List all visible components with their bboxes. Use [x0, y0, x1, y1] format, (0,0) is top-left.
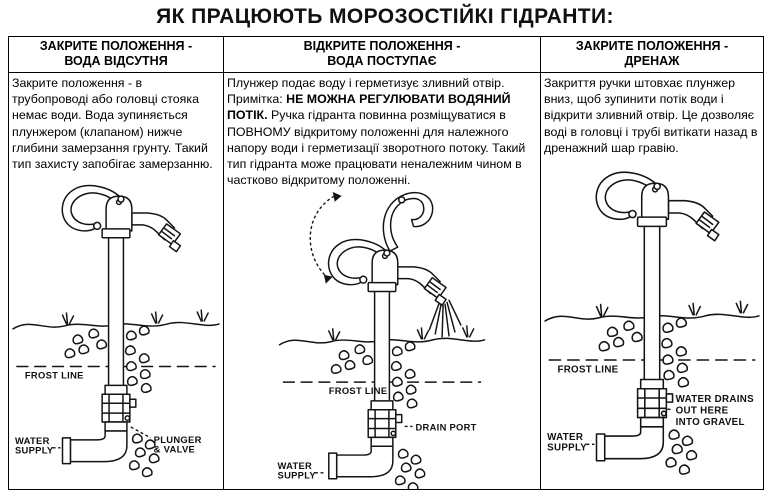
frost-line-label: FROST LINE	[24, 369, 84, 381]
panel1-description	[9, 73, 223, 172]
panel2-header	[224, 37, 540, 73]
panel1-header-line1: ЗАКРИТЕ ПОЛОЖЕННЯ -	[39, 39, 193, 53]
panel3-figure	[541, 156, 763, 489]
water-supply-label-1: WATER	[277, 461, 313, 472]
panel1-figure	[9, 172, 223, 489]
panel3-description	[541, 73, 763, 156]
standpipe	[644, 225, 659, 381]
panel1-header-line2: ВОДА ВІДСУТНЯ	[64, 54, 168, 68]
hydrant-diagram-closed	[9, 172, 223, 489]
drain-port-label: DRAIN PORT	[415, 422, 477, 433]
water-supply-label-2: SUPPLY	[547, 442, 588, 454]
arrow-down	[324, 275, 333, 284]
panel2-text-bold: НЕ МОЖНА РЕГУЛЮВАТИ ВОДЯНИЙ ПОТІК.	[227, 92, 511, 123]
hydrant-diagram-drain	[541, 156, 763, 489]
panel2-figure	[224, 188, 540, 489]
water-supply-label-2: SUPPLY	[14, 444, 54, 456]
handle-raised	[383, 193, 432, 251]
water-drains-label-3: INTO GRAVEL	[675, 416, 745, 428]
panel2-header-line1: ВІДКРИТЕ ПОЛОЖЕННЯ -	[303, 39, 461, 53]
plunger-valve-label-1: PLUNGER	[153, 434, 202, 446]
panel2-text: Плунжер подає воду і герметизує зливний отвір. Примітка:	[227, 76, 505, 107]
water-drains-label-2: OUT HERE	[675, 405, 729, 417]
page-title: ЯК ПРАЦЮЮТЬ МОРОЗОСТІЙКІ ГІДРАНТИ:	[156, 5, 614, 28]
water-spray	[429, 301, 461, 337]
panel3-header	[541, 37, 763, 73]
arrow-up	[333, 192, 342, 202]
plunger-valve-label-2: & VALVE	[153, 443, 196, 455]
panel1-header	[9, 37, 223, 73]
panel-closed-no-water	[9, 37, 223, 489]
panel3-header-line2: ДРЕНАЖ	[624, 54, 680, 68]
panel2-text-after: Ручка гідранта повинна розміщуватися в ПОВНОМУ відкритому положенні для належного напору води і герметизації зворотного потоку. Такий тип гідранта може працювати неналежним чином в частково відкритому положенні.	[227, 108, 526, 188]
panel2-description	[224, 73, 540, 188]
frost-line-label: FROST LINE	[328, 386, 388, 397]
panel2-header-line2: ВОДА ПОСТУПАЄ	[327, 54, 437, 68]
water-supply-label-1: WATER	[14, 435, 50, 447]
hydrant-diagram-open	[224, 188, 540, 489]
panel3-header-line1: ЗАКРИТЕ ПОЛОЖЕННЯ -	[575, 39, 729, 53]
frost-line-label: FROST LINE	[557, 364, 619, 376]
panel-closed-drain	[540, 37, 763, 489]
panel3-text: Закриття ручки штовхає плунжер вниз, щоб зупинити потік води і відкрити зливний отвір. Це дозволяє воді в головці і трубі витікати назад в дренажний шар гравію.	[544, 76, 758, 155]
standpipe	[109, 237, 124, 388]
panel1-text: Закрите положення - в трубопроводі або головці стояка немає води. Вода зупиняється плунжером (клапаном) нижче глибини замерзання грунту. Такий тип захисту запобігає замерзанню.	[12, 76, 213, 172]
water-drains-label-1: WATER DRAINS	[675, 394, 754, 406]
water-supply-label-2: SUPPLY	[277, 471, 316, 482]
panel-open-water-flows	[223, 37, 540, 489]
hydrant-table	[8, 36, 764, 490]
water-supply-label-1: WATER	[547, 432, 584, 444]
